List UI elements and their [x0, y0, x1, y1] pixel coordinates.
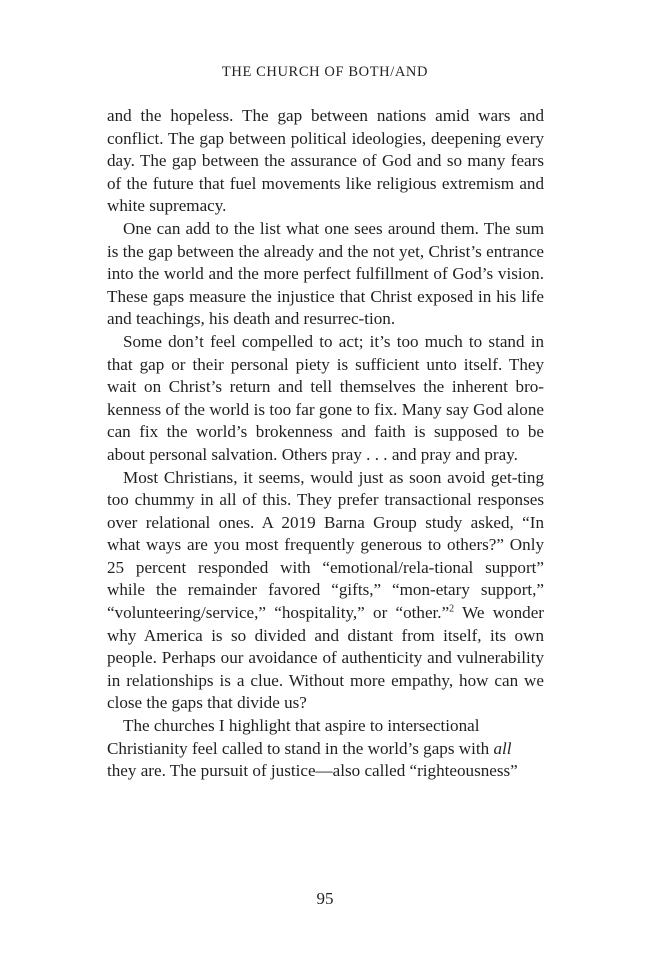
footnote-reference: 2: [449, 603, 455, 615]
paragraph: [107, 467, 544, 716]
paragraph: Some don’t feel compelled to act; it’s too much to stand in that gap or their personal piety is sufficient unto itself. They wait on Christ’s return and tell themselves the inherent bro-kenness of the world is too far gone to fix. Many say God alone can fix the world’s brokenness and faith is supposed to be about personal salvation. Others pray . . . and pray and pray.: [107, 331, 544, 464]
running-head: THE CHURCH OF BOTH/AND: [221, 64, 429, 80]
paragraph-text: We wonder why America is so divided and distant from itself, its own people. Perhaps our avoidance of authenticity and vulnerability in relationships is a clue. Without more empathy, how can we close the gaps that divide us?: [107, 603, 544, 713]
paragraph: One can add to the list what one sees around them. The sum is the gap between the already and the not yet, Christ’s entrance into the world and the more perfect fulfillment of God’s vision. These gaps measure the injustice that Christ exposed in his life and teachings, his death and resurrec-tion.: [107, 218, 544, 329]
paragraph-text: they are. The pursuit of justice—also called “righteousness”: [107, 761, 518, 781]
body-text: [107, 105, 544, 783]
page-number: 95: [316, 889, 334, 908]
paragraph-text: The churches I highlight that aspire to intersectional Christianity feel called to stand in the world’s gaps with: [107, 716, 494, 758]
paragraph: [107, 715, 544, 783]
emphasized-word: all: [493, 738, 512, 758]
paragraph-text: Most Christians, it seems, would just as soon avoid get-ting too chummy in all of this. They prefer transactional responses over relational ones. A 2019 Barna Group study asked, “In what ways are you most frequently generous to others?” Only 25 percent responded with “emotional/rela-tional support” while the remainder favored “gifts,” “mon-etary support,” “volunteering/service,” “hospitality,” or “other.”: [107, 467, 544, 623]
paragraph: and the hopeless. The gap between nations amid wars and conflict. The gap between political ideologies, deepening every day. The gap between the assurance of God and so many fears of the future that fuel movements like religious extremism and white supremacy.: [107, 106, 544, 216]
